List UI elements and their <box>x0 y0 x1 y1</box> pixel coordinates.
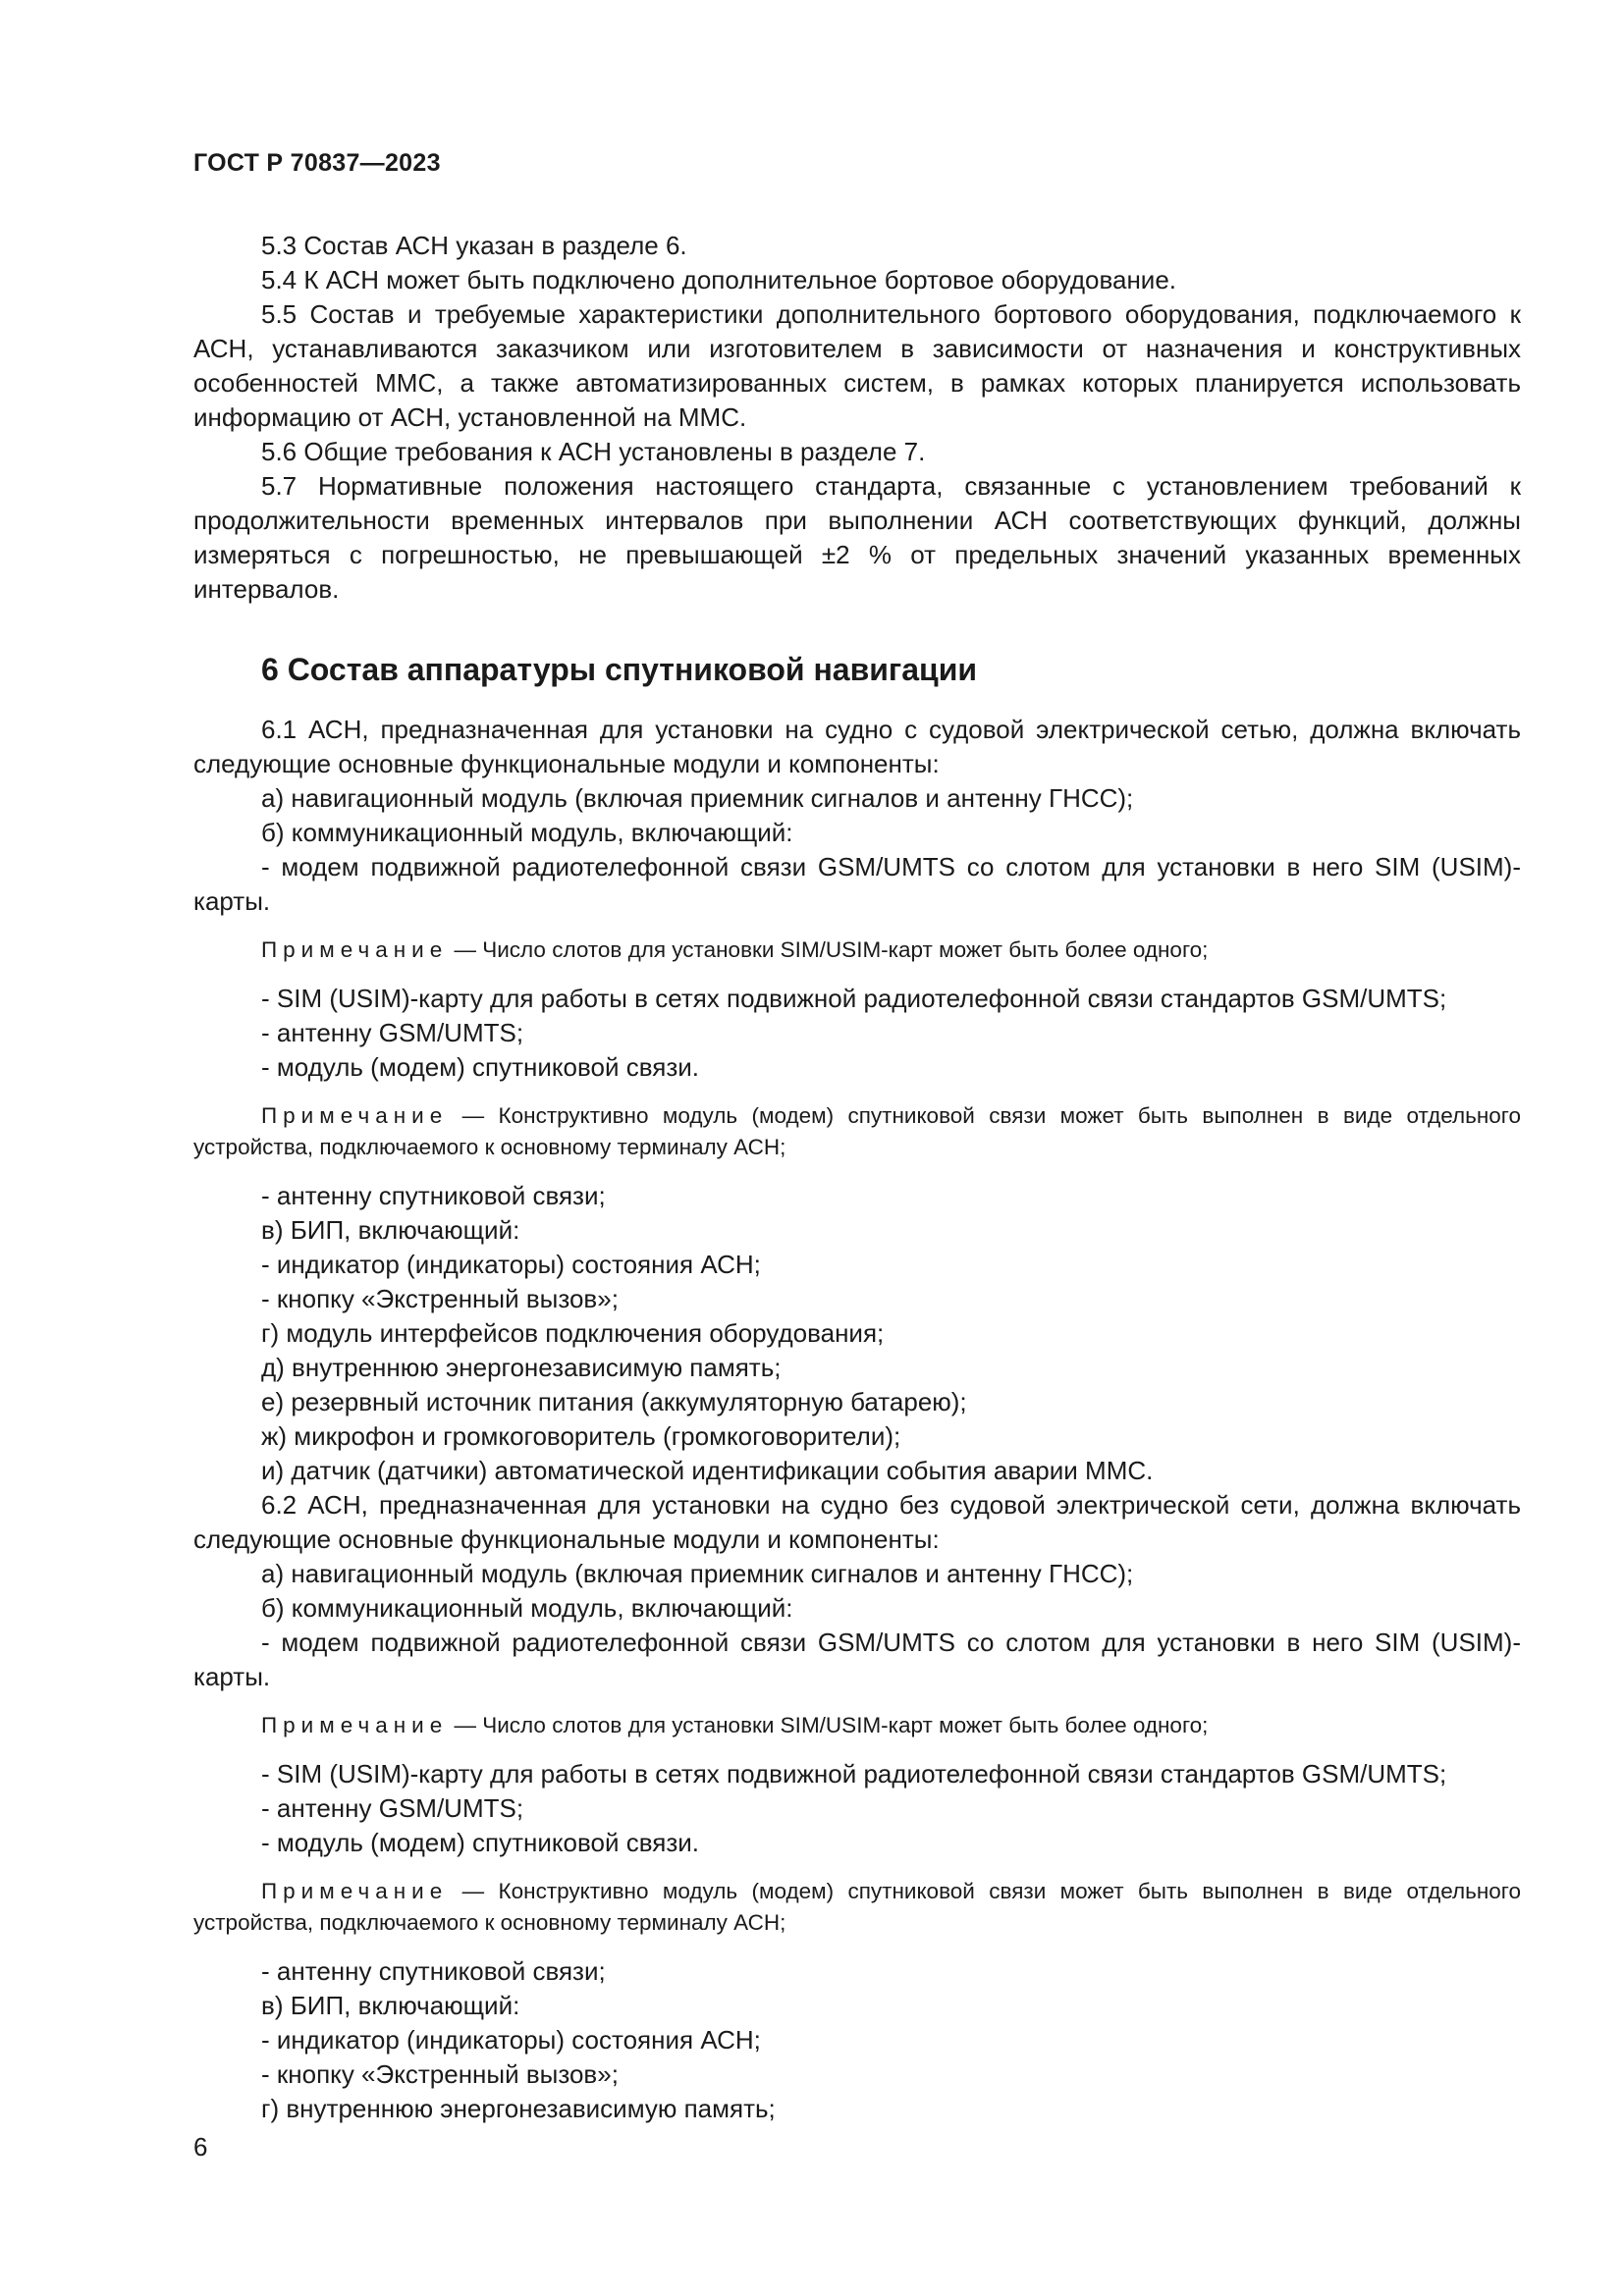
list-item: г) внутреннюю энергонезависимую память; <box>261 2094 776 2123</box>
list-item: - модуль (модем) спутниковой связи. <box>261 1052 699 1082</box>
list-item: - индикатор (индикаторы) состояния АСН; <box>261 1250 761 1279</box>
document-body <box>193 229 1521 2126</box>
list-item: - кнопку «Экстренный вызов»; <box>261 1284 619 1313</box>
list-item: б) коммуникационный модуль, включающий: <box>261 818 793 847</box>
note <box>193 1876 1521 1939</box>
note-text: — Число слотов для установки SIM/USIM-карт может быть более одного; <box>448 937 1209 962</box>
list-item: - антенну GSM/UMTS; <box>261 1018 524 1047</box>
list-item: д) внутреннюю энергонезависимую память; <box>261 1353 782 1382</box>
paragraph-5-3: 5.3 Состав АСН указан в разделе 6. <box>261 231 687 260</box>
list-item: - модем подвижной радиотелефонной связи GSM/UMTS со слотом для установки в него SIM (USIM)-карты. <box>193 1628 1521 1691</box>
note-label: Примечание <box>261 1713 449 1737</box>
list-item: - антенну спутниковой связи; <box>261 1181 606 1210</box>
note-text: — Конструктивно модуль (модем) спутниковой связи может быть выполнен в виде отдельного устройства, подключаемого к основному терминалу АСН; <box>193 1103 1521 1159</box>
paragraph-5-5: 5.5 Состав и требуемые характеристики дополнительного бортового оборудования, подключаемого к АСН, устанавливаются заказчиком или изготовителем в зависимости от назначения и конструктивных особенностей ММС, а также автоматизированных систем, в рамках которых планируется использовать информацию от АСН, установленной на ММС. <box>193 299 1521 432</box>
list-item: ж) микрофон и громкоговоритель (громкоговорители); <box>261 1421 901 1451</box>
paragraph-5-6: 5.6 Общие требования к АСН установлены в разделе 7. <box>261 437 926 466</box>
note <box>193 1710 1521 1741</box>
list-item: г) модуль интерфейсов подключения оборудования; <box>261 1318 885 1348</box>
paragraph-5-7: 5.7 Нормативные положения настоящего стандарта, связанные с установлением требований к продолжительности временных интервалов при выполнении АСН соответствующих функций, должны измеряться с погрешностью, не превышающей ±2 % от предельных значений указанных временных интервалов. <box>193 471 1521 604</box>
list-item: в) БИП, включающий: <box>261 1215 520 1245</box>
list-item: и) датчик (датчики) автоматической идентификации события аварии ММС. <box>261 1456 1154 1485</box>
list-item: а) навигационный модуль (включая приемник сигналов и антенну ГНСС); <box>261 1559 1134 1588</box>
list-item: - антенну GSM/UMTS; <box>261 1793 524 1823</box>
note <box>193 934 1521 966</box>
paragraph-5-4: 5.4 К АСН может быть подключено дополнительное бортовое оборудование. <box>261 265 1177 294</box>
note <box>193 1100 1521 1163</box>
note-text: — Число слотов для установки SIM/USIM-карт может быть более одного; <box>448 1713 1209 1737</box>
list-item: - SIM (USIM)-карту для работы в сетях подвижной радиотелефонной связи стандартов GSM/UMTS; <box>261 984 1447 1013</box>
note-label: Примечание <box>261 937 449 962</box>
list-item: - антенну спутниковой связи; <box>261 1956 606 1986</box>
list-item: а) навигационный модуль (включая приемник сигналов и антенну ГНСС); <box>261 783 1134 813</box>
list-item: - модуль (модем) спутниковой связи. <box>261 1828 699 1857</box>
list-item: - индикатор (индикаторы) состояния АСН; <box>261 2025 761 2055</box>
paragraph-6-1: 6.1 АСН, предназначенная для установки на судно с судовой электрической сетью, должна включать следующие основные функциональные модули и компоненты: <box>193 715 1521 778</box>
list-item: в) БИП, включающий: <box>261 1991 520 2020</box>
note-text: — Конструктивно модуль (модем) спутниковой связи может быть выполнен в виде отдельного устройства, подключаемого к основному терминалу АСН; <box>193 1879 1521 1935</box>
list-item: - SIM (USIM)-карту для работы в сетях подвижной радиотелефонной связи стандартов GSM/UMTS; <box>261 1759 1447 1789</box>
section-heading: 6 Состав аппаратуры спутниковой навигации <box>261 652 978 687</box>
paragraph-6-2: 6.2 АСН, предназначенная для установки на судно без судовой электрической сети, должна включать следующие основные функциональные модули и компоненты: <box>193 1490 1521 1554</box>
list-item: б) коммуникационный модуль, включающий: <box>261 1593 793 1623</box>
note-label: Примечание <box>261 1103 449 1128</box>
note-label: Примечание <box>261 1879 449 1903</box>
page-number: 6 <box>193 2132 208 2162</box>
list-item: е) резервный источник питания (аккумуляторную батарею); <box>261 1387 967 1416</box>
list-item: - модем подвижной радиотелефонной связи GSM/UMTS со слотом для установки в него SIM (USIM)-карты. <box>193 852 1521 916</box>
list-item: - кнопку «Экстренный вызов»; <box>261 2059 619 2089</box>
document-header: ГОСТ Р 70837—2023 <box>193 149 441 177</box>
